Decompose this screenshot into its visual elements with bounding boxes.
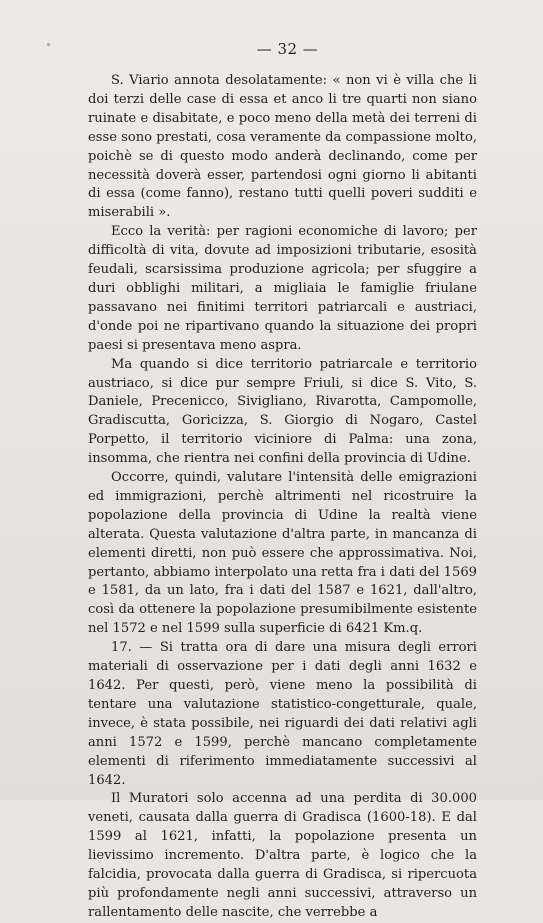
paragraph: Il Muratori solo accenna ad una perdita di 30.000 veneti, causata dalla guerra di Gradisca (1600-18). E dal 1599 al 1621, infatti, la popolazione presenta un lievissimo incremento. D'altra parte, è logico che la falcidia, provocata dalla guerra di Gradisca, si ripercuota più profondamente negli anni successivi, attraverso un rallentamento delle nascite, che verrebbe a — [88, 791, 477, 920]
page-number: — 32 — — [256, 40, 319, 58]
paragraph: Ecco la verità: per ragioni economiche di lavoro; per difficoltà di vita, dovute ad imposizioni tributarie, esosità feudali, scarsissima produzione agricola; per sfuggire a duri obblighi militari, a migliaia le famiglie friulane passavano nei finitimi territori patriarcali e austriaci, d'onde poi ne ripartivano quando la situazione dei propri paesi si presentava meno aspra. — [88, 224, 477, 353]
paper-speck — [47, 43, 50, 46]
paragraph: Ma quando si dice territorio patriarcale e territorio austriaco, si dice pur sempre Friuli, si dice S. Vito, S. Daniele, Precenicco, Sivigliano, Rivarotta, Campomolle, Gradiscutta, Goricizza, S. Giorgio di Nogaro, Castel Porpetto, il territorio viciniore di Palma: una zona, insomma, che rientra nei confini della provincia di Udine. — [88, 356, 477, 467]
paragraph: Occorre, quindi, valutare l'intensità delle emigrazioni ed immigrazioni, perchè altrimenti nel ricostruire la popolazione della provincia di Udine la realtà viene alterata. Questa valutazione d'altra parte, in mancanza di elementi diretti, non può essere che approssimativa. Noi, pertanto, abbiamo interpolato una retta fra i dati del 1569 e 1581, da un lato, fra i dati del 1587 e 1621, dall'altro, così da ottenere la popolazione presumibilmente esistente nel 1572 e nel 1599 sulla superficie di 6421 Km.q. — [88, 470, 477, 637]
paragraph: 17. — Si tratta ora di dare una misura degli errori materiali di osservazione per i dati degli anni 1632 e 1642. Per questi, però, viene meno la possibilità di tentare una valutazione statistico-congetturale, quale, invece, è stata possibile, nei riguardi dei dati relativi agli anni 1572 e 1599, perchè mancano completamente elementi di riferimento immediatamente successivi al 1642. — [88, 640, 477, 788]
paragraph: S. Viario annota desolatamente: « non vi è villa che li doi terzi delle case di essa et anco li tre quarti non siano ruinate e disabitate, e poco meno della metà dei terreni di esse sono prestati, cosa veramente da compassione molto, poichè se di questo modo anderà declinando, come per necessità doverà esser, partendosi ogni giorno li abitanti di essa (come fanno), restano tutti quelli poveri sudditi e miserabili ». — [88, 73, 477, 221]
body-text — [88, 72, 477, 923]
